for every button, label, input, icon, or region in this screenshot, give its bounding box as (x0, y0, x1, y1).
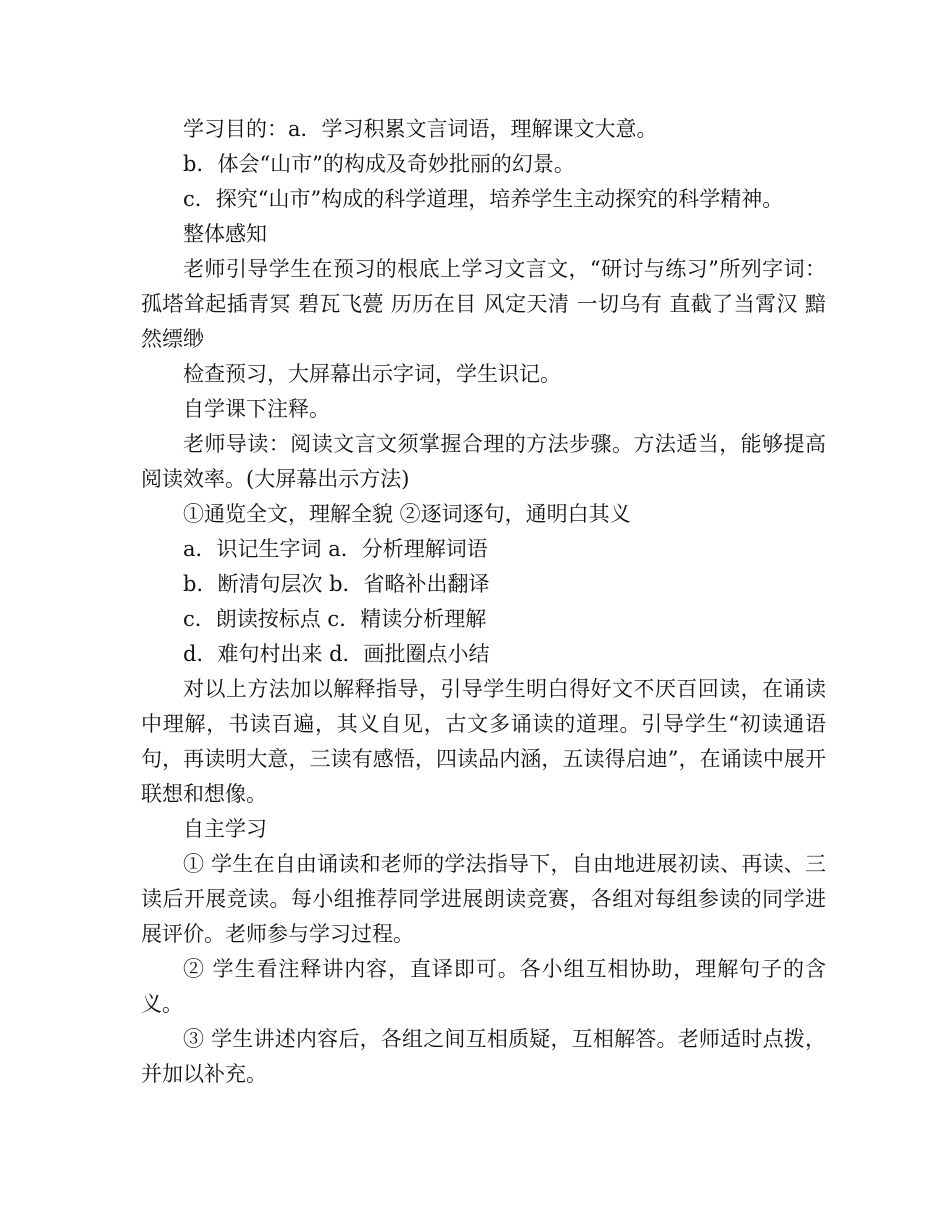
section-heading-self-learning: 自主学习 (183, 817, 267, 841)
learning-objectives-b: b．体会“山市”的构成及奇妙批丽的幻景。 (183, 152, 575, 176)
learning-objectives-c: c．探究“山市”构成的科学道理，培养学生主动探究的科学精神。 (183, 187, 784, 211)
method-step-b: b．断清句层次 b．省略补出翻译 (183, 572, 490, 596)
self-learning-item-3: ③ 学生讲述内容后，各组之间互相质疑，互相解答。老师适时点拨，并加以补充。 (141, 1027, 826, 1086)
paragraph-vocabulary: 老师引导学生在预习的根底上学习文言文，“研讨与练习”所列字词：孤塔耸起插青冥 碧瓦飞甍 历历在目 风定天清 一切乌有 直截了当霄汉 黯然缥缈 (141, 257, 826, 351)
self-learning-item-2: ② 学生看注释讲内容，直译即可。各小组互相协助，理解句子的含义。 (141, 957, 826, 1016)
learning-objectives-a: 学习目的：a．学习积累文言词语，理解课文大意。 (183, 117, 658, 141)
document-body (141, 112, 826, 1092)
self-learning-item-1: ① 学生在自由诵读和老师的学法指导下，自由地进展初读、再读、三读后开展竞读。每小组推荐同学进展朗读竞赛，各组对每组参读的同学进展评价。老师参与学习过程。 (141, 852, 826, 946)
method-step-c: c．朗读按标点 c．精读分析理解 (183, 607, 487, 631)
section-heading-overall-perception: 整体感知 (183, 222, 267, 246)
method-step-d: d．难句村出来 d．画批圈点小结 (183, 642, 490, 666)
paragraph-reading-guidance: 对以上方法加以解释指导，引导学生明白得好文不厌百回读，在诵读中理解，书读百遍，其义自见，古文多诵读的道理。引导学生“初读通语句，再读明大意，三读有感悟，四读品内涵，五读得启迪”，在诵读中展开联想和想像。 (141, 677, 826, 806)
paragraph-check-preview: 检查预习，大屏幕出示字词，学生识记。 (183, 362, 561, 386)
method-step-a: a．识记生字词 a．分析理解词语 (183, 537, 488, 561)
paragraph-teacher-guide: 老师导读：阅读文言文须掌握合理的方法步骤。方法适当，能够提高阅读效率。(大屏幕出示方法) (141, 432, 826, 491)
method-steps-header: ①通览全文，理解全貌 ②逐词逐句，通明白其义 (183, 502, 631, 526)
paragraph-self-study-notes: 自学课下注释。 (183, 397, 330, 421)
